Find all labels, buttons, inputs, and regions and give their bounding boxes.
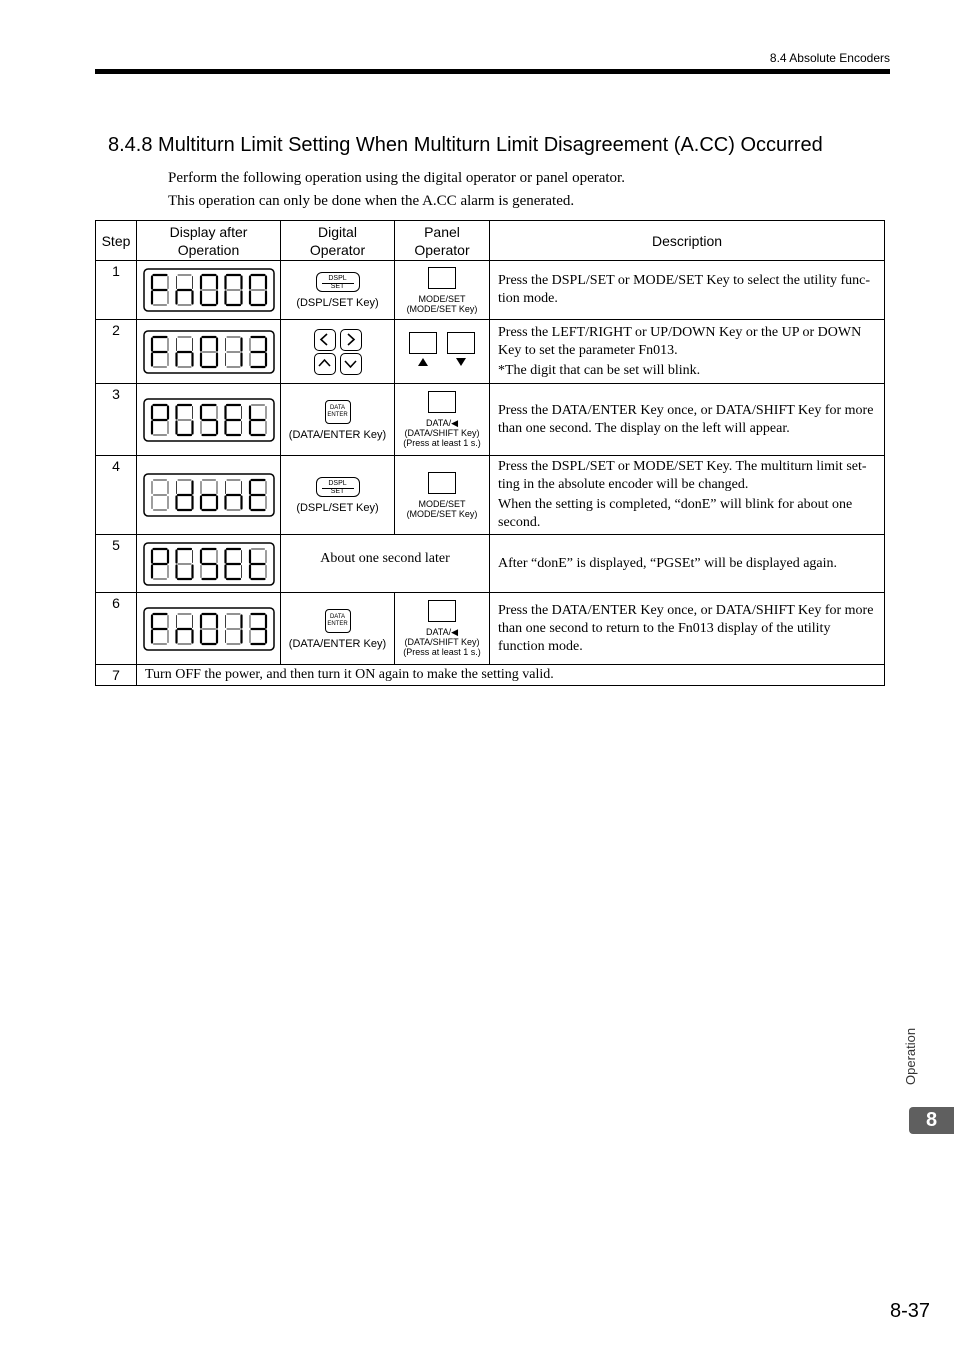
dspl-set-key[interactable]: DSPL SET xyxy=(316,477,360,497)
chapter-side-label: Operation xyxy=(903,1027,918,1085)
segment-digit xyxy=(250,549,266,579)
segment-digit xyxy=(201,337,217,367)
segment-digit xyxy=(201,480,217,510)
description-cell: Press the DSPL/SET or MODE/SET Key to select the utility func-tion mode. xyxy=(490,261,885,320)
seven-segment-display xyxy=(137,261,281,320)
step-number: 4 xyxy=(96,456,137,535)
digital-operator-cell xyxy=(281,384,395,456)
segment-digit xyxy=(225,275,241,305)
data-shift-key[interactable] xyxy=(428,391,456,413)
panel-operator-cell: DATA/◀ (DATA/SHIFT Key) (Press at least 1 s.) xyxy=(395,593,490,665)
panel-operator-cell: MODE/SET (MODE/SET Key) xyxy=(395,261,490,320)
table-row xyxy=(96,384,885,456)
segment-digit xyxy=(176,549,192,579)
seven-segment-display xyxy=(137,593,281,665)
up-key[interactable] xyxy=(409,332,437,372)
description-cell: Press the DATA/ENTER Key once, or DATA/SHIFT Key for more than one second. The display on the left will appear. xyxy=(490,384,885,456)
segment-digit xyxy=(176,480,192,510)
seven-segment-display xyxy=(137,535,281,593)
segment-digit xyxy=(176,614,192,644)
digital-operator-cell xyxy=(281,593,395,665)
segment-digit xyxy=(250,480,266,510)
table-row xyxy=(96,535,885,593)
segment-digit xyxy=(250,337,266,367)
table-header-row xyxy=(96,221,885,261)
segment-digit xyxy=(152,480,168,510)
digital-operator-cell xyxy=(281,261,395,320)
final-instruction: Turn OFF the power, and then turn it ON again to make the setting valid. xyxy=(137,665,885,686)
segment-digit xyxy=(250,405,266,435)
dspl-set-key[interactable]: DSPL SET xyxy=(316,272,360,292)
description-cell: Press the DATA/ENTER Key once, or DATA/SHIFT Key for more than one second to return to the Fn013 display of the utility function mode. xyxy=(490,593,885,665)
step-number: 1 xyxy=(96,261,137,320)
segment-digit xyxy=(225,614,241,644)
digital-operator-cell xyxy=(281,456,395,535)
right-arrow-key-icon[interactable] xyxy=(340,329,362,351)
panel-operator-cell: MODE/SET (MODE/SET Key) xyxy=(395,456,490,535)
step-number: 3 xyxy=(96,384,137,456)
header-digital-operator: Digital Operator xyxy=(281,221,395,261)
segment-digit xyxy=(201,405,217,435)
digital-key-label: (DSPL/SET Key) xyxy=(296,502,379,514)
step-number: 5 xyxy=(96,535,137,593)
table-row xyxy=(96,456,885,535)
segment-digit xyxy=(250,614,266,644)
up-arrow-key-icon[interactable] xyxy=(314,353,336,375)
segment-digit xyxy=(225,405,241,435)
header-description: Description xyxy=(490,221,885,261)
merged-operation-note: About one second later xyxy=(281,535,490,593)
segment-digit xyxy=(176,405,192,435)
header-rule xyxy=(95,69,890,74)
up-triangle-icon xyxy=(409,355,437,367)
header-panel-operator: Panel Operator xyxy=(395,221,490,261)
header-display: Display after Operation xyxy=(137,221,281,261)
header-section-ref: 8.4 Absolute Encoders xyxy=(769,51,890,65)
intro-line-1: Perform the following operation using the digital operator or panel operator. xyxy=(168,170,625,186)
down-arrow-key-icon[interactable] xyxy=(340,353,362,375)
digital-key-label: (DATA/ENTER Key) xyxy=(288,428,387,441)
panel-operator-cell: DATA/◀ (DATA/SHIFT Key) (Press at least 1 s.) xyxy=(395,384,490,456)
segment-digit xyxy=(152,337,168,367)
data-enter-key[interactable]: DATA ENTER xyxy=(325,400,351,424)
segment-digit xyxy=(152,405,168,435)
data-enter-key[interactable]: DATA ENTER xyxy=(325,609,351,633)
mode-set-key[interactable] xyxy=(428,267,456,289)
down-key[interactable] xyxy=(447,332,475,372)
step-number: 7 xyxy=(96,665,137,686)
step-number: 2 xyxy=(96,320,137,384)
segment-digit xyxy=(225,480,241,510)
digital-key-label: (DATA/ENTER Key) xyxy=(288,637,387,650)
segment-digit xyxy=(225,337,241,367)
segment-digit xyxy=(152,614,168,644)
operation-steps-table xyxy=(95,220,885,686)
table-row xyxy=(96,665,885,686)
section-title: 8.4.8 Multiturn Limit Setting When Multiturn Limit Disagreement (A.CC) Occurred xyxy=(108,134,823,156)
segment-digit xyxy=(152,275,168,305)
mode-set-key[interactable] xyxy=(428,472,456,494)
intro-line-2: This operation can only be done when the A.CC alarm is generated. xyxy=(168,193,575,209)
panel-operator-cell xyxy=(395,320,490,384)
seven-segment-display xyxy=(137,384,281,456)
seven-segment-display xyxy=(137,456,281,535)
table-row xyxy=(96,593,885,665)
description-cell: After “donE” is displayed, “PGSEt” will be displayed again. xyxy=(490,535,885,593)
segment-digit xyxy=(250,275,266,305)
seven-segment-display xyxy=(137,320,281,384)
segment-digit xyxy=(201,549,217,579)
header-step: Step xyxy=(96,221,137,261)
segment-digit xyxy=(201,275,217,305)
segment-digit xyxy=(152,549,168,579)
description-cell: Press the DSPL/SET or MODE/SET Key. The multiturn limit set-ting in the absolute encoder will be changed. When the setting is completed, “donE” will blink for about one second. xyxy=(490,456,885,535)
chapter-tab: 8 xyxy=(909,1107,954,1134)
table-row xyxy=(96,261,885,320)
segment-digit xyxy=(176,275,192,305)
digital-key-label: (DSPL/SET Key) xyxy=(296,297,379,309)
step-number: 6 xyxy=(96,593,137,665)
page-number: 8-37 xyxy=(889,1300,930,1322)
data-shift-key[interactable] xyxy=(428,600,456,622)
digital-operator-cell xyxy=(281,320,395,384)
segment-digit xyxy=(201,614,217,644)
segment-digit xyxy=(225,549,241,579)
left-arrow-key-icon[interactable] xyxy=(314,329,336,351)
table-row xyxy=(96,320,885,384)
down-triangle-icon xyxy=(447,355,475,367)
description-cell: Press the LEFT/RIGHT or UP/DOWN Key or the UP or DOWN Key to set the parameter Fn013. *The digit that can be set will blink. xyxy=(490,320,885,384)
segment-digit xyxy=(176,337,192,367)
